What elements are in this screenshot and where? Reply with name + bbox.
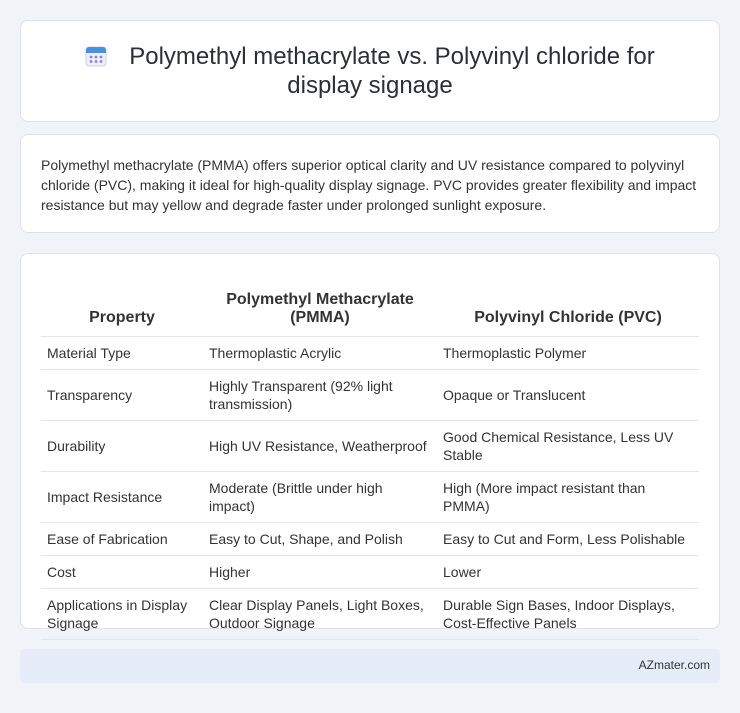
row-pvc-value: Thermoplastic Polymer	[437, 336, 699, 369]
table-row	[41, 555, 699, 588]
table-header-row	[41, 274, 699, 336]
footer	[20, 649, 720, 683]
header-pmma: Polymethyl Methacrylate (PMMA)	[203, 274, 437, 336]
comparison-table	[41, 274, 699, 640]
row-property: Transparency	[41, 369, 203, 420]
row-pvc-value: Lower	[437, 555, 699, 588]
header-property: Property	[41, 274, 203, 336]
row-pvc-value: Easy to Cut and Form, Less Polishable	[437, 522, 699, 555]
row-property: Durability	[41, 420, 203, 471]
row-pmma-value: Moderate (Brittle under high impact)	[203, 471, 437, 522]
table-row	[41, 420, 699, 471]
row-pmma-value: Higher	[203, 555, 437, 588]
title-card	[20, 20, 720, 122]
table-row	[41, 471, 699, 522]
page-title-text: Polymethyl methacrylate vs. Polyvinyl chloride for display signage	[129, 43, 655, 99]
calendar-icon	[85, 45, 107, 67]
row-pmma-value: High UV Resistance, Weatherproof	[203, 420, 437, 471]
row-property: Ease of Fabrication	[41, 522, 203, 555]
row-property: Cost	[41, 555, 203, 588]
row-pvc-value: Durable Sign Bases, Indoor Displays, Cost-Effective Panels	[437, 588, 699, 639]
row-pvc-value: High (More impact resistant than PMMA)	[437, 471, 699, 522]
row-property: Applications in Display Signage	[41, 588, 203, 639]
table-row	[41, 369, 699, 420]
table-row	[41, 522, 699, 555]
summary-text: Polymethyl methacrylate (PMMA) offers superior optical clarity and UV resistance compared to polyvinyl chloride (PVC), making it ideal for high-quality display signage. PVC provides greater flexibility and impact resistance but may yellow and degrade faster under prolonged sunlight exposure.	[41, 157, 697, 213]
header-pvc: Polyvinyl Chloride (PVC)	[437, 274, 699, 336]
table-row	[41, 588, 699, 639]
page-title	[61, 42, 679, 100]
row-property: Impact Resistance	[41, 471, 203, 522]
row-pmma-value: Easy to Cut, Shape, and Polish	[203, 522, 437, 555]
row-pmma-value: Clear Display Panels, Light Boxes, Outdoor Signage	[203, 588, 437, 639]
footer-site-link[interactable]: AZmater.com	[638, 658, 710, 672]
comparison-table-card	[20, 253, 720, 629]
row-property: Material Type	[41, 336, 203, 369]
summary-card	[20, 134, 720, 233]
row-pmma-value: Highly Transparent (92% light transmission)	[203, 369, 437, 420]
table-row	[41, 336, 699, 369]
row-pmma-value: Thermoplastic Acrylic	[203, 336, 437, 369]
row-pvc-value: Opaque or Translucent	[437, 369, 699, 420]
row-pvc-value: Good Chemical Resistance, Less UV Stable	[437, 420, 699, 471]
